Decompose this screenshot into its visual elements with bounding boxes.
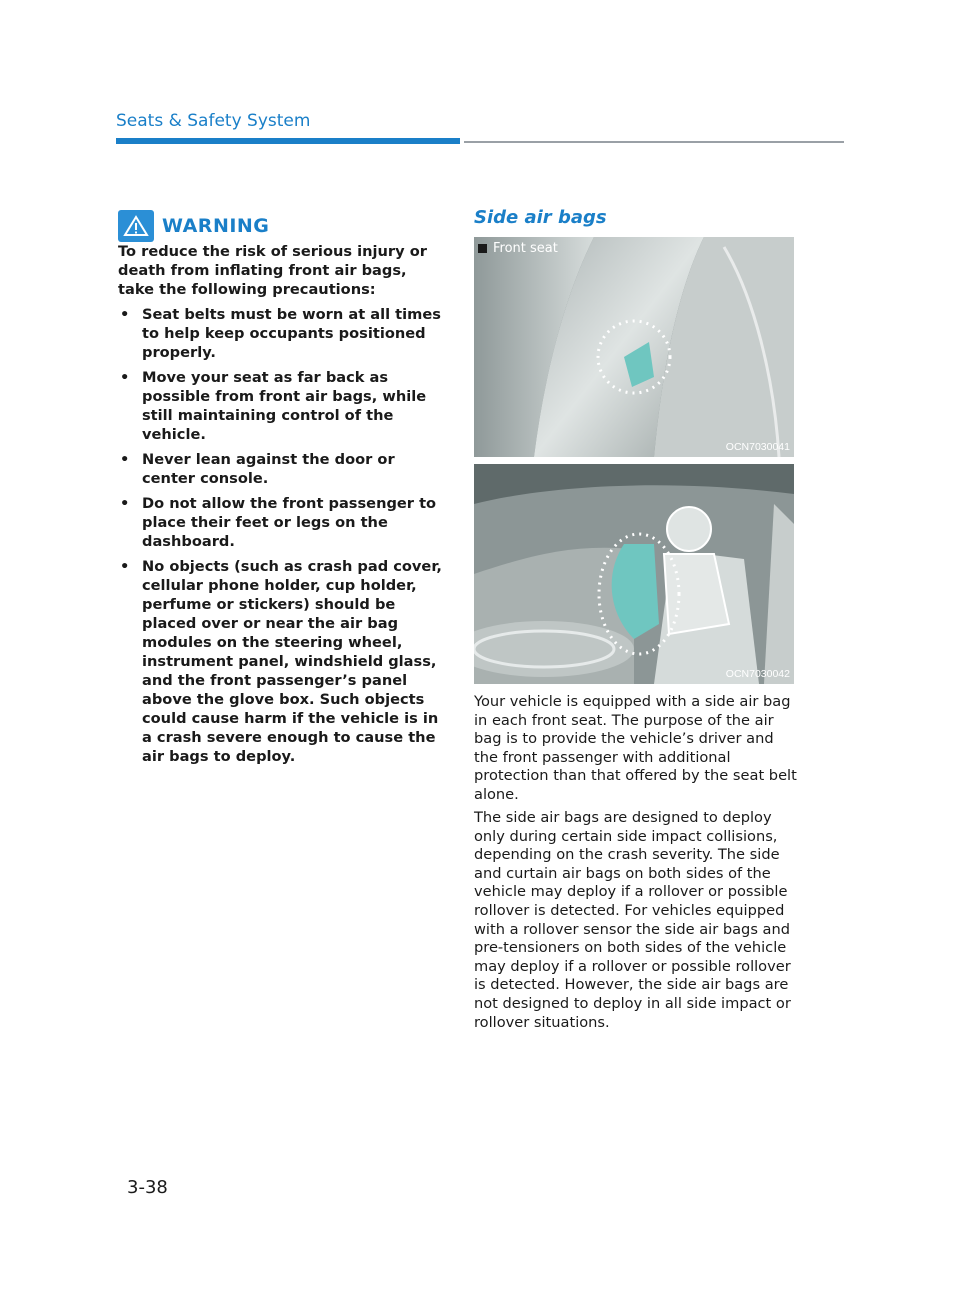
header-rule bbox=[464, 141, 844, 143]
warning-title: WARNING bbox=[162, 215, 270, 237]
list-item: • Move your seat as far back as possible from front air bags, while still maintaining control of the vehicle. bbox=[118, 368, 446, 444]
body-paragraph: The side air bags are designed to deploy only during certain side impact collisions, depending on the crash severity. The side and curtain air bags on both sides of the vehicle may deploy if a rollover or possible rollover is detected. For vehicles equipped with a rollover sensor the side air bags and pre-tensioners on both sides of the vehicle may deploy if a rollover or possible rollover is detected. However, the side air bags are not designed to deploy in all side impact or rollover situations. bbox=[474, 809, 791, 1031]
figure-label-text: Front seat bbox=[493, 241, 558, 256]
list-item: • Do not allow the front passenger to place their feet or legs on the dashboard. bbox=[118, 494, 446, 551]
list-item: • Seat belts must be worn at all times to help keep occupants positioned properly. bbox=[118, 305, 446, 362]
figure-code: OCN7030041 bbox=[725, 441, 790, 453]
section-header-title: Seats & Safety System bbox=[116, 111, 311, 131]
cabin-side-airbag-illustration bbox=[474, 464, 794, 684]
warning-triangle-icon bbox=[118, 210, 154, 242]
seat-illustration-icon bbox=[474, 237, 794, 457]
body-paragraph: Your vehicle is equipped with a side air bag in each front seat. The purpose of the air bag is to provide the vehicle’s driver and the front passenger with additional protection than that offered by the seat belt alone. bbox=[474, 693, 797, 803]
warning-precautions-list bbox=[118, 305, 446, 766]
figure-label bbox=[478, 241, 558, 256]
list-item: • No objects (such as crash pad cover, cellular phone holder, cup holder, perfume or stickers) should be placed over or near the air bag modules on the steering wheel, instrument panel, windshield glass, and the front passenger’s panel above the glove box. Such objects could cause harm if the vehicle is in a crash severe enough to cause the air bags to deploy. bbox=[118, 557, 446, 766]
cabin-illustration-icon bbox=[474, 464, 794, 684]
list-item: • Never lean against the door or center console. bbox=[118, 450, 446, 488]
warning-intro: To reduce the risk of serious injury or death from inflating front air bags, take the following precautions: bbox=[118, 243, 427, 298]
front-seat-side-airbag-illustration bbox=[474, 237, 794, 457]
side-air-bags-heading: Side air bags bbox=[474, 207, 607, 228]
figure-code: OCN7030042 bbox=[725, 668, 790, 680]
warning-body bbox=[118, 242, 446, 772]
header-rule-accent bbox=[116, 138, 460, 144]
warning-heading bbox=[118, 210, 269, 242]
square-bullet-icon bbox=[478, 244, 487, 253]
page-number: 3-38 bbox=[127, 1177, 168, 1198]
